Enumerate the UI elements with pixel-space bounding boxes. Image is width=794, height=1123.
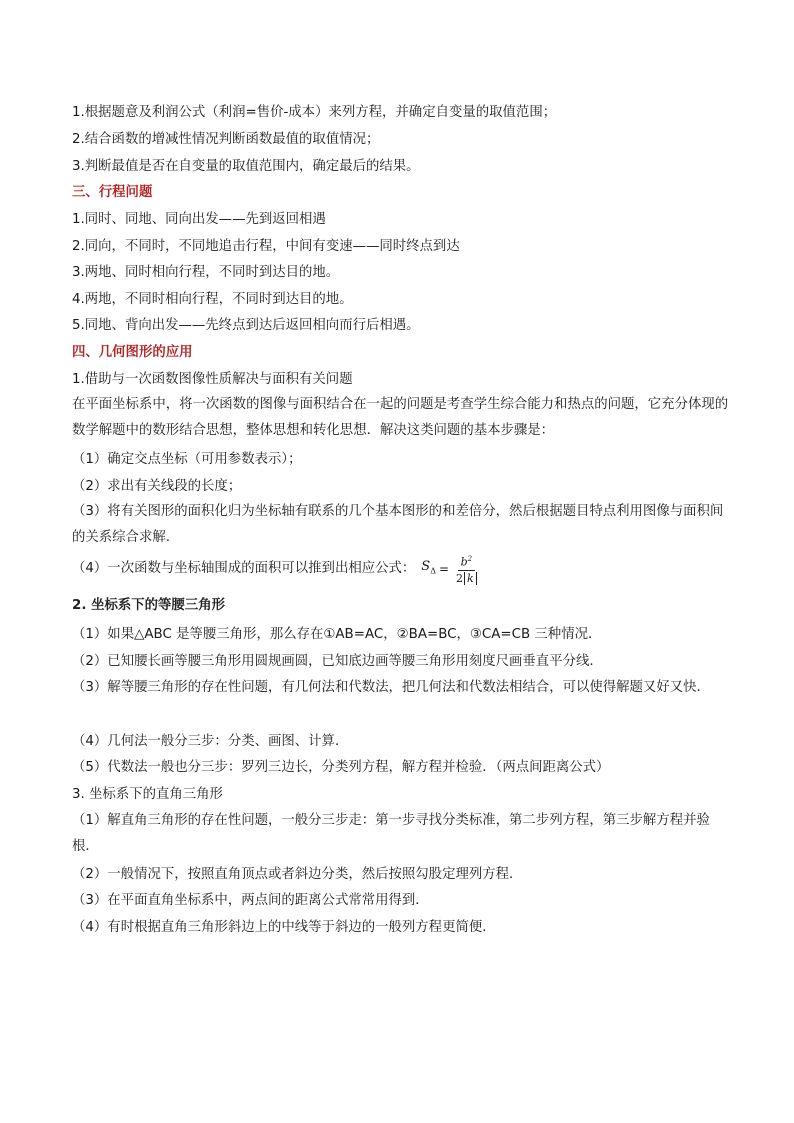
right-triangle-item-1: （1）解直角三角形的存在性问题，一般分三步走：第一步寻找分类标准，第二步列方程，第三步解方程并验根． bbox=[72, 813, 710, 854]
geometry-part1-step-2: （2）求出有关线段的长度； bbox=[72, 479, 242, 494]
area-formula: $S_\Delta$ = $\frac{b^2}{2 k}$ bbox=[421, 552, 476, 586]
formula-lhs: $S_\Delta$ bbox=[421, 558, 436, 576]
geometry-part1-step-1: （1）确定交点坐标（可用参数表示）； bbox=[72, 452, 302, 467]
isosceles-item-1: （1）如果△ABC 是等腰三角形，那么存在①AB=AC，②BA=BC，③CA=CB 三种情况． bbox=[72, 627, 602, 642]
travel-item-5: 5.同地、背向出发——先终点到达后返回相向而行后相遇。 bbox=[72, 318, 420, 333]
profit-step-2: 2.结合函数的增减性情况判断函数最值的取值情况； bbox=[72, 132, 380, 147]
geometry-part3-title: 3. 坐标系下的直角三角形 bbox=[72, 787, 223, 802]
right-triangle-item-2: （2）一般情况下，按照直角顶点或者斜边分类，然后按照勾股定理列方程． bbox=[72, 867, 523, 882]
formula-fraction: $\frac{b^2}{2 k}$ bbox=[456, 552, 477, 586]
geometry-part1-intro: 在平面坐标系中，将一次函数的图像与面积结合在一起的问题是考查学生综合能力和热点的问题，它充分体现的数学解题中的数形结合思想，整体思想和转化思想．解决这类问题的基本步骤是： bbox=[72, 397, 729, 438]
isosceles-item-2: （2）已知腰长画等腰三角形用圆规画圆，已知底边画等腰三角形用刻度尺画垂直平分线． bbox=[72, 654, 603, 669]
isosceles-item-3: （3）解等腰三角形的存在性问题，有几何法和代数法，把几何法和代数法相结合，可以使得解题又好又快． bbox=[72, 680, 710, 695]
right-triangle-item-3: （3）在平面直角坐标系中，两点间的距离公式常常用得到． bbox=[72, 893, 429, 908]
geometry-part1-step-3: （3）将有关图形的面积化归为坐标轴有联系的几个基本图形的和差倍分，然后根据题目特点利用图像与面积间的关系综合求解. bbox=[72, 504, 724, 545]
travel-item-4: 4.两地，不同时相向行程，不同时到达目的地。 bbox=[72, 292, 353, 307]
profit-step-1: 1.根据题意及利润公式（利润=售价-成本）来列方程，并确定自变量的取值范围； bbox=[72, 105, 557, 120]
right-triangle-item-4: （4）有时根据直角三角形斜边上的中线等于斜边的一般列方程更简便． bbox=[72, 920, 496, 935]
profit-step-3: 3.判断最值是否在自变量的取值范围内，确定最后的结果。 bbox=[72, 159, 420, 174]
step-4-text: （4）一次函数与坐标轴围成的面积可以推到出相应公式： bbox=[72, 561, 416, 576]
geometry-part2-title: 2. 坐标系下的等腰三角形 bbox=[72, 598, 225, 613]
isosceles-item-4: （4）几何法一般分三步：分类、画图、计算． bbox=[72, 734, 349, 749]
geometry-part1-title: 1.借助与一次函数图像性质解决与面积有关问题 bbox=[72, 372, 353, 387]
travel-item-1: 1.同时、同地、同向出发——先到返回相遇 bbox=[72, 212, 326, 227]
travel-item-3: 3.两地、同时相向行程，不同时到达目的地。 bbox=[72, 265, 340, 280]
geometry-part1-step-4 bbox=[72, 552, 732, 586]
section-heading-geometry: 四、几何图形的应用 bbox=[72, 345, 193, 360]
isosceles-item-5: （5）代数法一般也分三步：罗列三边长，分类列方程，解方程并检验．（两点间距离公式） bbox=[72, 760, 610, 775]
travel-item-2: 2.同向，不同时，不同地追击行程，中间有变速——同时终点到达 bbox=[72, 239, 460, 254]
section-heading-travel: 三、行程问题 bbox=[72, 185, 153, 200]
